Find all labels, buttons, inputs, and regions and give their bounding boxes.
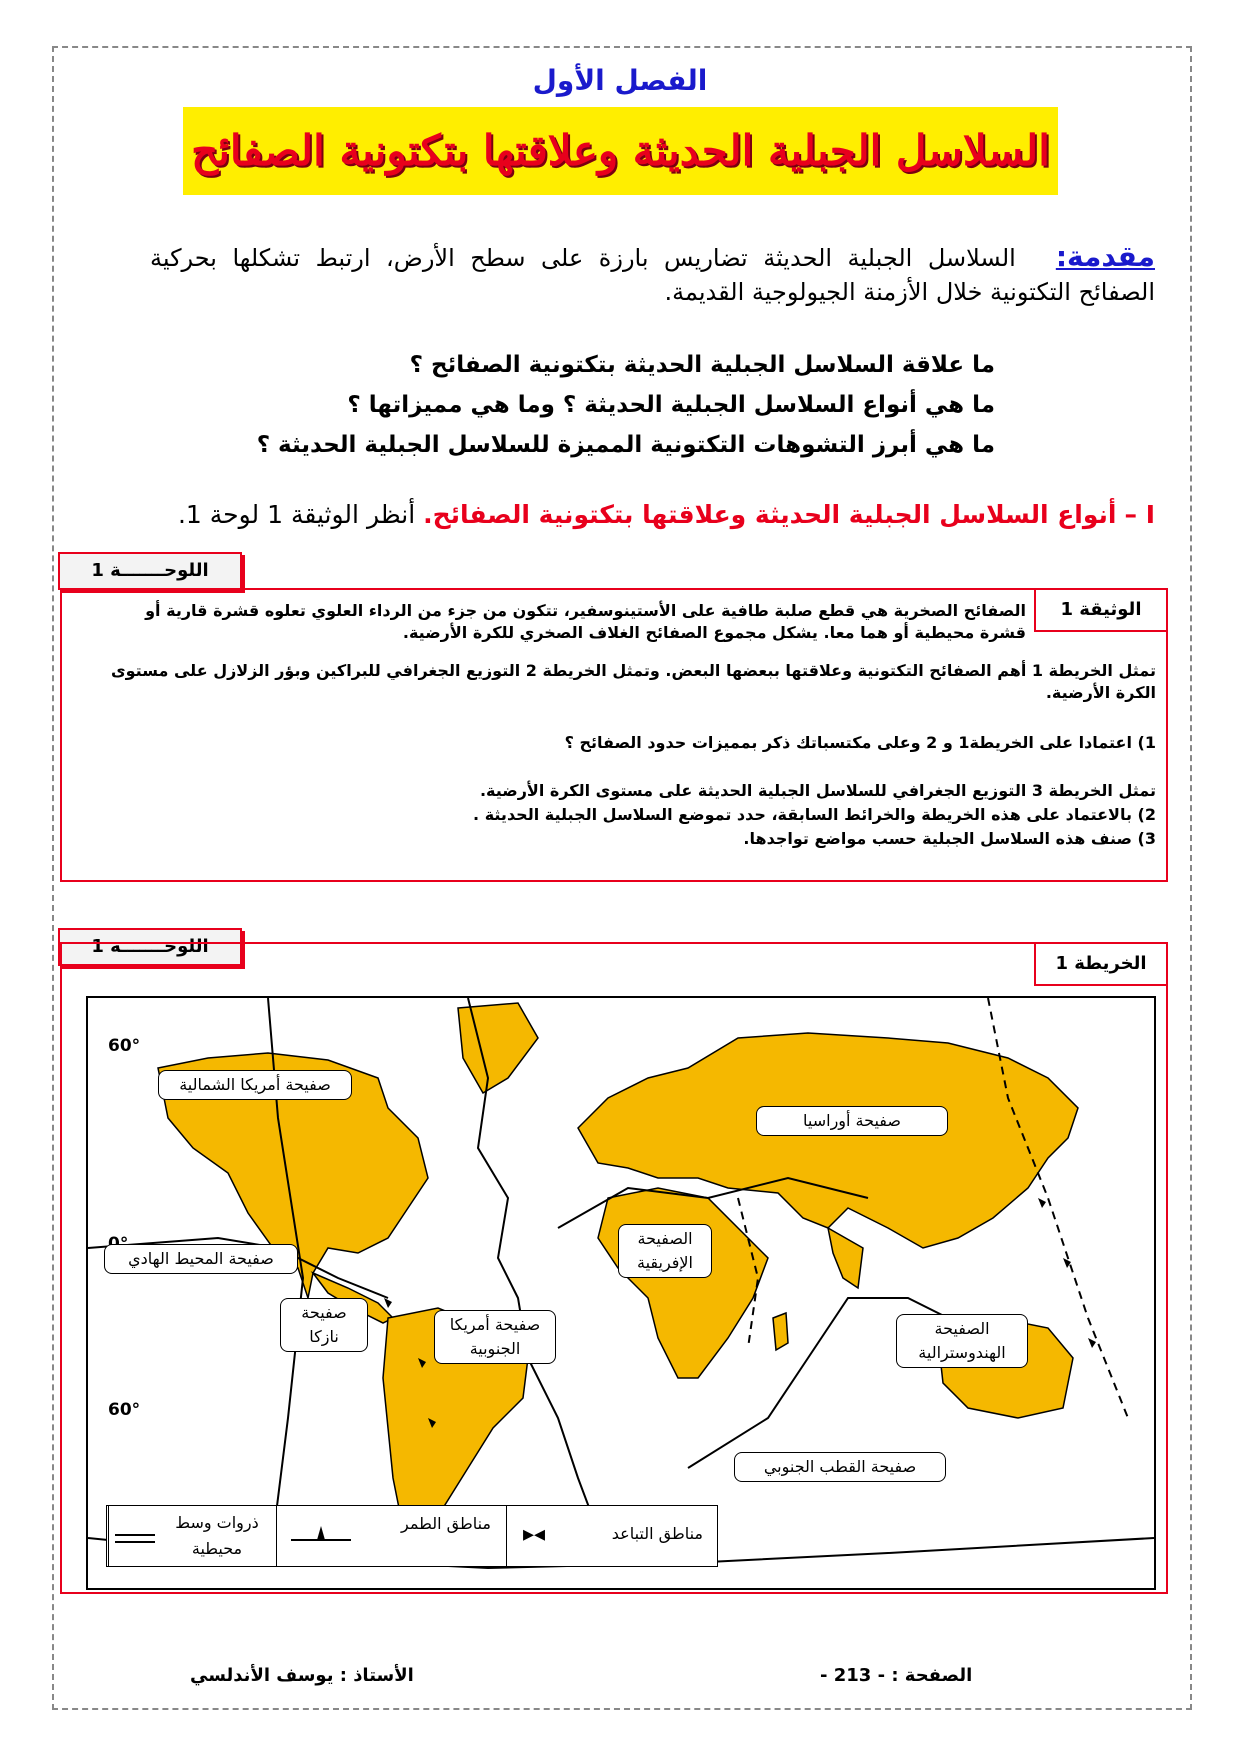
plate-label-south-america: صفيحة أمريكا الجنوبية xyxy=(434,1310,556,1364)
panel-tab: اللوحـــــــة 1 xyxy=(58,928,242,966)
author-name: الأستاذ : يوسف الأندلسي xyxy=(190,1665,414,1686)
landmass-madagascar xyxy=(773,1313,788,1350)
question-item: ما علاقة السلاسل الجبلية الحديثة بتكتونية الصفائح ؟ xyxy=(409,352,995,378)
legend-ridges xyxy=(108,1506,277,1566)
legend-subduction-label: مناطق الطمر xyxy=(401,1514,491,1533)
page-number: الصفحة : - 213 - xyxy=(820,1665,973,1686)
chapter-title: الفصل الأول xyxy=(532,64,708,97)
question-list xyxy=(250,345,995,465)
section-number: I – xyxy=(1124,500,1155,529)
plate-label-antarctic: صفيحة القطب الجنوبي xyxy=(734,1452,946,1482)
page-title: السلاسل الجبلية الحديثة وعلاقتها بتكتونية الصفائح xyxy=(191,126,1050,175)
doc-question: 2) بالاعتماد على هذه الخريطة والخرائط السابقة، حدد تموضع السلاسل الجبلية الحديثة . xyxy=(473,805,1156,824)
doc-line: قشرة محيطية أو هما معا. يشكل مجموع الصفائح الغلاف الصخري للكرة الأرضية. xyxy=(402,623,1026,642)
intro-text: السلاسل الجبلية الحديثة تضاريس بارزة على سطح الأرض، ارتبط تشكلها بحركية الصفائح التكتونية خلال الأزمنة الجيولوجية القديمة. xyxy=(150,244,1155,306)
plate-label-eurasia: صفيحة أوراسيا xyxy=(756,1106,948,1136)
latitude-60s-label: 60° xyxy=(108,1400,141,1420)
doc-question: 1) اعتمادا على الخريطة1 و 2 وعلى مكتسباتك ذكر بمميزات حدود الصفائح ؟ xyxy=(564,733,1156,752)
title-banner xyxy=(183,107,1058,195)
panel-tab: اللوحـــــــة 1 xyxy=(58,552,242,590)
plate-label-pacific: صفيحة المحيط الهادي xyxy=(104,1244,298,1274)
legend-divergence xyxy=(506,1506,717,1566)
doc-paragraph: تمثل الخريطة 3 التوزيع الجغرافي للسلاسل الجبلية الحديثة على مستوى الكرة الأرضية. xyxy=(479,781,1156,800)
intro-label: مقدمة: xyxy=(1055,240,1155,273)
section-ref: أنظر الوثيقة 1 لوحة 1. xyxy=(177,500,416,529)
document-label: الوثيقة 1 xyxy=(1034,590,1166,632)
section-title: أنواع السلاسل الجبلية الحديثة وعلاقتها بتكتونية الصفائح. xyxy=(423,500,1117,529)
legend-subduction xyxy=(276,1506,507,1566)
doc-question: 3) صنف هذه السلاسل الجبلية حسب مواضع تواجدها. xyxy=(743,829,1156,848)
landmass-india xyxy=(828,1228,863,1288)
doc-paragraph: تمثل الخريطة 1 أهم الصفائح التكتونية وعلاقتها ببعضها البعض. وتمثل الخريطة 2 التوزيع الجغرافي للبراكين وبؤر الزلازل على مستوى الكرة الأرضية. xyxy=(110,661,1156,702)
landmass-greenland xyxy=(458,1003,538,1093)
arrows-icon: ◂▸ xyxy=(523,1522,546,1547)
question-item: ما هي أنواع السلاسل الجبلية الحديثة ؟ وما هي مميزاتها ؟ xyxy=(347,392,995,418)
legend-ridges-label: ذروات وسط محيطية xyxy=(175,1513,259,1558)
plate-label-africa: الصفيحة الإفريقية xyxy=(618,1224,712,1278)
doc-line: الصفائح الصخرية هي قطع صلبة طافية على الأستينوسفير، تتكون من جزء من الرداء العلوي تعلوه قشرة قارية أو xyxy=(145,601,1026,620)
legend-divergence-label: مناطق التباعد xyxy=(611,1524,703,1543)
document-box xyxy=(60,588,1168,882)
plate-label-nazca: صفيحة نازكا xyxy=(280,1298,368,1352)
tectonic-plates-map xyxy=(86,996,1156,1590)
ridge-icon xyxy=(115,1532,155,1546)
map-label: الخريطة 1 xyxy=(1034,944,1166,986)
plate-label-indo-australia: الصفيحة الهندوسترالية xyxy=(896,1314,1028,1368)
map-legend xyxy=(106,1505,718,1567)
latitude-60n-label: 60° xyxy=(108,1036,141,1056)
question-item: ما هي أبرز التشوهات التكتونية المميزة للسلاسل الجبلية الحديثة ؟ xyxy=(256,432,995,458)
subduction-icon xyxy=(291,1516,351,1546)
plate-label-north-america: صفيحة أمريكا الشمالية xyxy=(158,1070,352,1100)
intro-paragraph xyxy=(150,240,1155,309)
section-heading xyxy=(130,500,1155,529)
